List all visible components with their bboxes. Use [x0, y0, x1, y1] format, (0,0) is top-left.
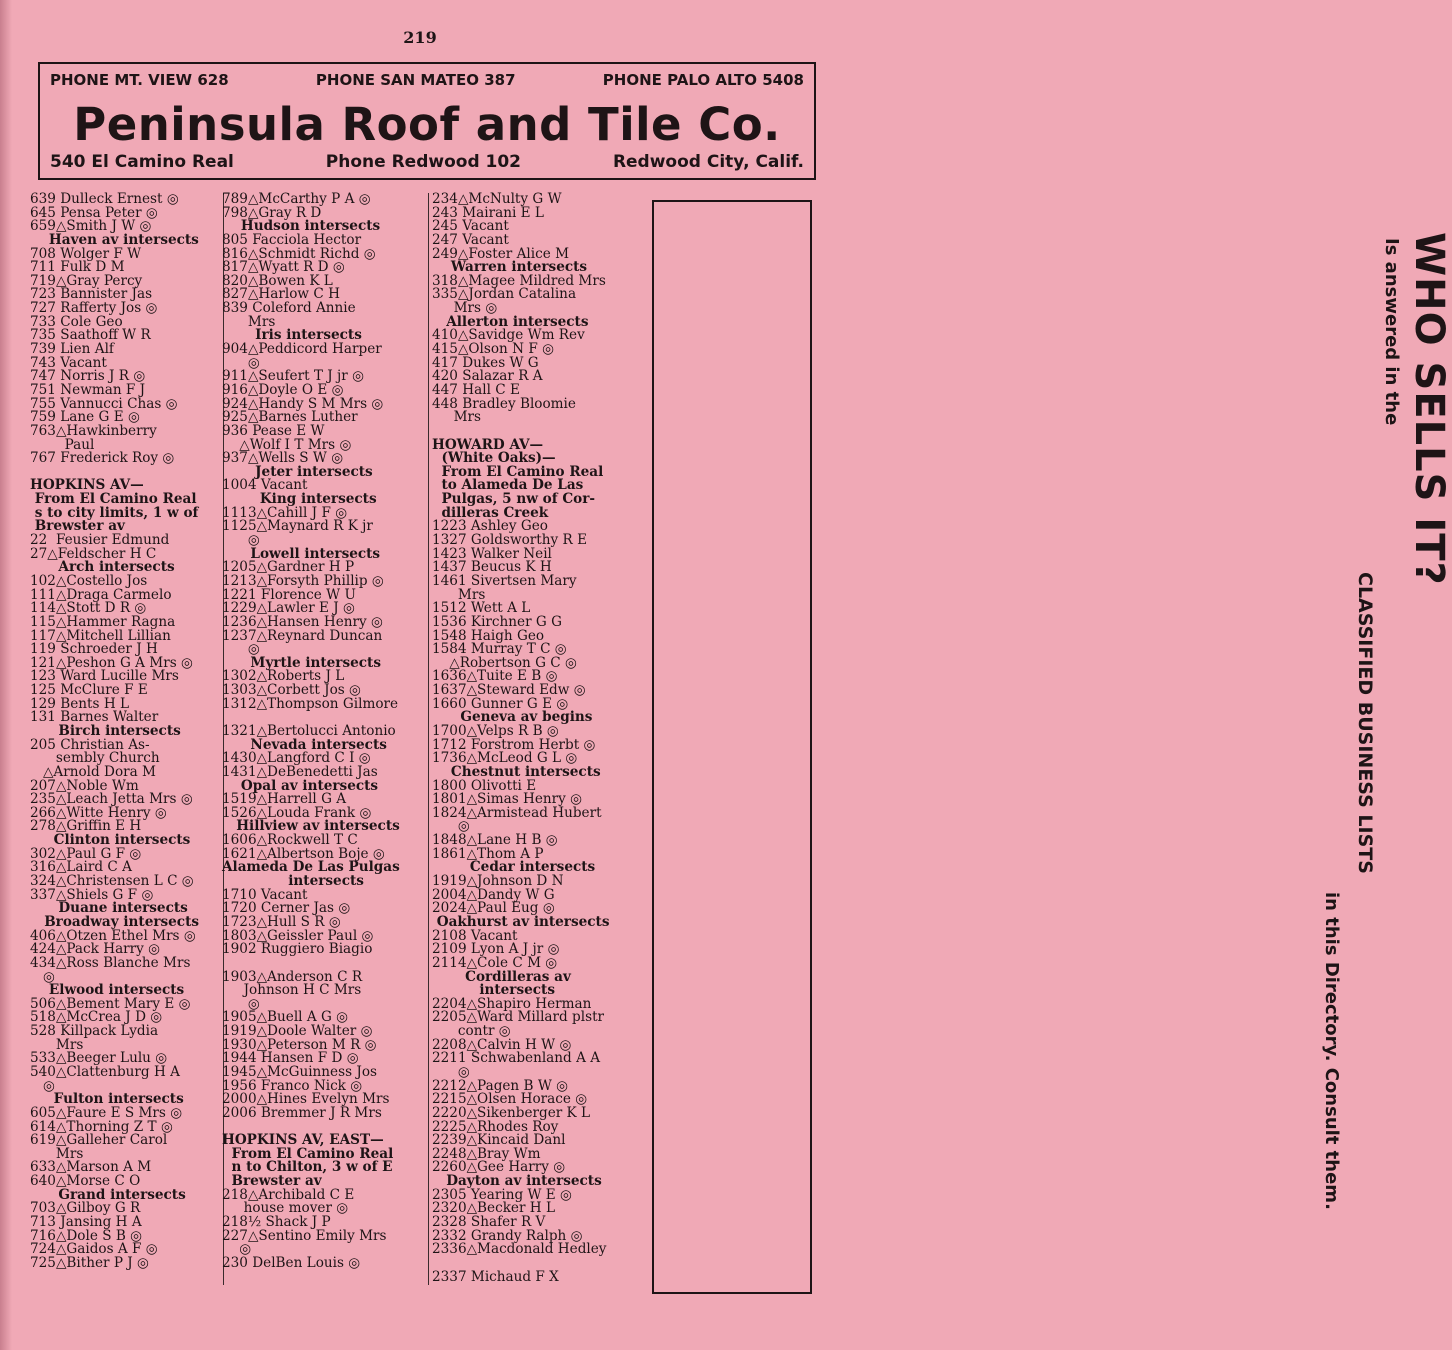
directory-entry: 1327 Goldsworthy R E	[432, 532, 588, 549]
directory-entry: 205 Christian As-	[30, 736, 150, 753]
directory-entry: 723 Bannister Jas	[30, 286, 153, 303]
directory-entry: 639 Dulleck Ernest ◎	[30, 191, 179, 207]
directory-entry: 506△Bement Mary E ◎	[30, 995, 191, 1012]
directory-entry: 2000△Hines Evelyn Mrs	[222, 1091, 390, 1108]
section-heading: (White Oaks)—	[432, 450, 556, 467]
directory-entry: 2336△Macdonald Hedley	[432, 1241, 607, 1258]
section-heading: Fulton intersects	[30, 1091, 184, 1108]
directory-entry: 2248△Bray Wm	[432, 1145, 541, 1162]
section-heading: dilleras Creek	[432, 504, 549, 521]
directory-entry: 540△Clattenburg H A	[30, 1064, 180, 1080]
directory-entry: 1213△Forsyth Phillip ◎	[222, 572, 384, 589]
directory-entry: 2204△Shapiro Herman	[432, 995, 592, 1012]
section-heading: to Alameda De Las	[432, 477, 584, 494]
section-heading: From El Camino Real	[30, 491, 197, 508]
directory-entry: 420 Salazar R A	[432, 368, 543, 385]
directory-entry: 1902 Ruggiero Biagio	[222, 941, 373, 958]
directory-entry: 121△Peshon G A Mrs ◎	[30, 654, 193, 671]
page-number: 219	[403, 28, 437, 47]
directory-entry: 619△Galleher Carol	[30, 1132, 168, 1149]
directory-entry: 316△Laird C A	[30, 859, 132, 876]
directory-entry: 114△Stott D R ◎	[30, 600, 147, 617]
section-heading: Clinton intersects	[30, 832, 191, 849]
directory-entry: 937△Wells S W ◎	[222, 450, 344, 467]
directory-entry: Mrs	[30, 1145, 84, 1162]
directory-entry: 1512 Wett A L	[432, 600, 531, 617]
directory-entry: 1800 Olivotti E	[432, 777, 537, 794]
directory-entry: Paul	[30, 436, 95, 453]
directory-entry: 1321△Bertolucci Antonio	[222, 722, 396, 739]
directory-entry: 904△Peddicord Harper	[222, 341, 382, 358]
directory-entry: 2024△Paul Eug ◎	[432, 900, 555, 917]
directory-entry: 111△Draga Carmelo	[30, 586, 172, 603]
section-heading: Grand intersects	[30, 1186, 186, 1203]
directory-entry: Mrs	[222, 313, 276, 330]
section-heading: Brewster av	[222, 1173, 322, 1190]
directory-entry: 129 Bents H L	[30, 695, 130, 712]
directory-entry: 924△Handy S M Mrs ◎	[222, 395, 384, 412]
directory-entry: 434△Ross Blanche Mrs	[30, 954, 191, 971]
directory-entry: 1848△Lane H B ◎	[432, 832, 558, 849]
directory-entry: Mrs	[432, 409, 481, 426]
directory-entry: 243 Mairani E L	[432, 204, 544, 221]
directory-entry: 925△Barnes Luther	[222, 409, 358, 426]
directory-entry: 1437 Beucus K H	[432, 559, 552, 576]
directory-entry: Mrs	[432, 586, 486, 603]
directory-entry: 2006 Bremmer J R Mrs	[222, 1104, 382, 1121]
directory-entry: 2211 Schwabenland A A	[432, 1050, 601, 1067]
directory-entry: 1526△Louda Frank ◎	[222, 804, 372, 821]
directory-entry: 1861△Thom A P	[432, 845, 544, 862]
section-heading: Haven av intersects	[30, 231, 199, 248]
directory-entry: 123 Ward Lucille Mrs	[30, 668, 179, 685]
directory-entry: 816△Schmidt Richd ◎	[222, 245, 376, 262]
directory-entry: 755 Vannucci Chas ◎	[30, 395, 178, 412]
directory-entry: 703△Gilboy G R	[30, 1200, 141, 1217]
directory-entry: 415△Olson N F ◎	[432, 341, 554, 358]
directory-entry: 1536 Kirchner G G	[432, 613, 562, 630]
directory-entry: 1824△Armistead Hubert	[432, 804, 602, 821]
directory-entry: 716△Dole S B ◎	[30, 1227, 143, 1244]
directory-entry: 533△Beeger Lulu ◎	[30, 1050, 168, 1067]
directory-entry: 1945△McGuinness Jos	[222, 1064, 377, 1080]
directory-entry: 1621△Albertson Boje ◎	[222, 845, 385, 862]
section-heading: Cordilleras av	[432, 968, 571, 985]
directory-entry: 1700△Velps R B ◎	[432, 722, 559, 739]
directory-column-2	[222, 193, 430, 1271]
directory-entry: 235△Leach Jetta Mrs ◎	[30, 791, 193, 808]
directory-entry: 119 Schroeder J H	[30, 641, 158, 658]
directory-entry: 839 Coleford Annie	[222, 300, 356, 317]
directory-entry: 245 Vacant	[432, 218, 509, 235]
directory-entry: 518△McCrea J D ◎	[30, 1009, 163, 1026]
directory-entry: 711 Fulk D M	[30, 259, 125, 276]
directory-entry: 1004 Vacant	[222, 477, 308, 494]
directory-entry: 659△Smith J W ◎	[30, 218, 152, 235]
ad-phone-palo-alto: PHONE PALO ALTO 5408	[602, 71, 804, 89]
directory-entry: 115△Hammer Ragna	[30, 613, 176, 630]
directory-entry: 2004△Dandy W G	[432, 886, 555, 903]
directory-entry: 724△Gaidos A F ◎	[30, 1241, 158, 1258]
directory-entry: △Arnold Dora M	[30, 763, 156, 780]
directory-entry: ◎	[30, 1077, 55, 1094]
directory-entry: 1712 Forstrom Herbt ◎	[432, 736, 596, 753]
directory-entry: 2225△Rhodes Roy	[432, 1118, 559, 1135]
directory-entry: 614△Thorning Z T ◎	[30, 1118, 173, 1135]
directory-entry: ◎	[222, 641, 260, 658]
directory-entry: 743 Vacant	[30, 354, 107, 371]
directory-entry: 1736△McLeod G L ◎	[432, 750, 578, 767]
directory-entry: 2320△Becker H L	[432, 1200, 556, 1217]
directory-entry: 447 Hall C E	[432, 381, 520, 398]
directory-entry: 733 Cole Geo	[30, 313, 123, 330]
directory-entry: 1423 Walker Neil	[432, 545, 552, 562]
directory-entry: 645 Pensa Peter ◎	[30, 204, 158, 221]
directory-entry: 27△Feldscher H C	[30, 545, 157, 562]
directory-entry: 820△Bowen K L	[222, 272, 333, 289]
directory-entry: 719△Gray Percy	[30, 272, 143, 289]
directory-entry: 763△Hawkinberry	[30, 422, 157, 439]
directory-entry: 911△Seufert T J jr ◎	[222, 368, 364, 385]
section-heading: Alameda De Las Pulgas	[222, 859, 400, 876]
directory-entry: 406△Otzen Ethel Mrs ◎	[30, 927, 196, 944]
directory-entry: 2208△Calvin H W ◎	[432, 1036, 572, 1053]
directory-entry: 2337 Michaud F X	[432, 1268, 559, 1285]
directory-entry: 318△Magee Mildred Mrs	[432, 272, 606, 289]
section-heading: Myrtle intersects	[222, 654, 381, 671]
directory-entry: 22 Feusier Edmund	[30, 532, 170, 549]
directory-entry: 2220△Sikenberger K L	[432, 1104, 591, 1121]
directory-entry: 798△Gray R D	[222, 204, 322, 221]
directory-entry: 936 Pease E W	[222, 422, 325, 439]
directory-entry: 1431△DeBenedetti Jas	[222, 763, 378, 780]
directory-entry: 117△Mitchell Lillian	[30, 627, 171, 644]
directory-entry: 739 Lien Alf	[30, 341, 114, 358]
directory-entry: ◎	[432, 818, 470, 835]
directory-entry: 335△Jordan Catalina	[432, 286, 577, 303]
directory-entry: 131 Barnes Walter	[30, 709, 159, 726]
sidebar-advertisement	[652, 200, 1452, 1294]
directory-entry: 1930△Peterson M R ◎	[222, 1036, 377, 1053]
ad-address-row	[50, 152, 804, 172]
directory-entry: Mrs	[30, 1036, 84, 1053]
section-heading: intersects	[432, 982, 555, 999]
directory-entry: 1125△Maynard R K jr	[222, 518, 373, 535]
directory-entry: 278△Griffin E H	[30, 818, 142, 835]
section-heading: Arch intersects	[30, 559, 175, 576]
directory-entry: 916△Doyle O E ◎	[222, 381, 344, 398]
directory-entry: 1710 Vacant	[222, 886, 308, 903]
section-heading: Allerton intersects	[432, 313, 589, 330]
directory-entry: 727 Rafferty Jos ◎	[30, 300, 158, 317]
sidebar-line-4: in this Directory. Consult them.	[1321, 892, 1342, 1210]
directory-entry: 805 Facciola Hector	[222, 231, 362, 248]
directory-entry: 2328 Shafer R V	[432, 1214, 546, 1231]
section-heading: n to Chilton, 3 w of E	[222, 1159, 393, 1176]
directory-entry: 230 DelBen Louis ◎	[222, 1254, 361, 1271]
section-heading: Elwood intersects	[30, 982, 185, 999]
directory-entry: 302△Paul G F ◎	[30, 845, 142, 862]
directory-entry: 747 Norris J R ◎	[30, 368, 146, 385]
directory-entry: 759 Lane G E ◎	[30, 409, 140, 426]
section-heading: Jeter intersects	[222, 463, 373, 480]
directory-entry: 2212△Pagen B W ◎	[432, 1077, 568, 1094]
directory-entry: 1461 Sivertsen Mary	[432, 572, 577, 589]
directory-entry: 1548 Haigh Geo	[432, 627, 545, 644]
directory-entry: 1236△Hansen Henry ◎	[222, 613, 383, 630]
directory-column-3	[432, 193, 638, 1284]
ad-phone-row	[50, 71, 804, 89]
directory-entry: Mrs ◎	[432, 300, 498, 317]
directory-entry: 1944 Hansen F D ◎	[222, 1050, 359, 1067]
sidebar-line-3: CLASSIFIED BUSINESS LISTS	[1354, 572, 1376, 874]
directory-entry: 1801△Simas Henry ◎	[432, 791, 583, 808]
directory-entry: contr ◎	[432, 1023, 511, 1040]
section-heading: Opal av intersects	[222, 777, 379, 794]
section-heading: Dayton av intersects	[432, 1173, 602, 1190]
directory-entry: 448 Bradley Bloomie	[432, 395, 576, 412]
directory-entry: ◎	[222, 354, 260, 371]
directory-entry: 725△Bither P J ◎	[30, 1254, 149, 1271]
section-heading: Iris intersects	[222, 327, 362, 344]
directory-entry: 767 Frederick Roy ◎	[30, 450, 175, 467]
section-heading: Brewster av	[30, 518, 125, 535]
directory-entry: 207△Noble Wm	[30, 777, 139, 794]
directory-entry: 234△McNulty G W	[432, 191, 562, 207]
directory-entry: 1237△Reynard Duncan	[222, 627, 383, 644]
directory-entry: 1905△Buell A G ◎	[222, 1009, 349, 1026]
directory-entry: 424△Pack Harry ◎	[30, 941, 161, 958]
directory-entry: 218½ Shack J P	[222, 1214, 331, 1231]
directory-entry: 1803△Geissler Paul ◎	[222, 927, 374, 944]
directory-entry: 2239△Kincaid Danl	[432, 1132, 566, 1149]
directory-entry: 1637△Steward Edw ◎	[432, 682, 586, 699]
directory-entry: 249△Foster Alice M	[432, 245, 569, 262]
sidebar-headline: WHO SELLS IT?	[1406, 232, 1452, 586]
section-heading: HOPKINS AV—	[30, 477, 144, 494]
directory-entry: 247 Vacant	[432, 231, 509, 248]
section-heading: From El Camino Real	[432, 463, 604, 480]
page-edge-shade	[0, 0, 12, 1350]
directory-entry: 713 Jansing H A	[30, 1214, 142, 1231]
section-heading: Hillview av intersects	[222, 818, 400, 835]
directory-entry: 827△Harlow C H	[222, 286, 340, 303]
directory-entry: 410△Savidge Wm Rev	[432, 327, 585, 344]
directory-entry: 1903△Anderson C R	[222, 968, 363, 985]
directory-entry: 1956 Franco Nick ◎	[222, 1077, 363, 1094]
directory-entry: 125 McClure F E	[30, 682, 148, 699]
directory-entry: 1303△Corbett Jos ◎	[222, 682, 361, 699]
directory-entry: 1606△Rockwell T C	[222, 832, 358, 849]
ad-phone-redwood: Phone Redwood 102	[325, 152, 522, 172]
directory-entry: 1919△Doole Walter ◎	[222, 1023, 373, 1040]
directory-entry: 227△Sentino Emily Mrs	[222, 1227, 387, 1244]
directory-entry: ◎	[432, 1064, 470, 1080]
directory-entry: 1430△Langford C I ◎	[222, 750, 371, 767]
ad-city: Redwood City, Calif.	[612, 152, 804, 172]
directory-entry: △Wolf I T Mrs ◎	[222, 436, 352, 453]
section-heading: King intersects	[222, 491, 377, 508]
section-heading: Hudson intersects	[222, 218, 381, 235]
section-heading: Lowell intersects	[222, 545, 381, 562]
directory-entry: 102△Costello Jos	[30, 572, 148, 589]
section-heading: Broadway intersects	[30, 913, 200, 930]
directory-entry: 1636△Tuite E B ◎	[432, 668, 558, 685]
directory-entry: ◎	[222, 995, 260, 1012]
section-heading: HOWARD AV—	[432, 436, 544, 453]
directory-entry: 1519△Harrell G A	[222, 791, 347, 808]
directory-entry: 1205△Gardner H P	[222, 559, 355, 576]
ad-phone-mt-view: PHONE MT. VIEW 628	[50, 71, 229, 89]
column-divider	[428, 193, 429, 1285]
directory-entry: 324△Christensen L C ◎	[30, 873, 194, 890]
directory-entry: 1302△Roberts J L	[222, 668, 345, 685]
directory-entry: 337△Shiels G F ◎	[30, 886, 154, 903]
section-heading: s to city limits, 1 w of	[30, 504, 199, 521]
directory-entry: 2215△Olsen Horace ◎	[432, 1091, 588, 1108]
directory-entry: ◎	[222, 1241, 252, 1258]
directory-entry: 633△Marson A M	[30, 1159, 152, 1176]
directory-entry: 1113△Cahill J F ◎	[222, 504, 348, 521]
ad-company-name: Peninsula Roof and Tile Co.	[73, 98, 781, 151]
directory-entry: 2109 Lyon A J jr ◎	[432, 941, 560, 958]
section-heading: Nevada intersects	[222, 736, 387, 753]
directory-entry: 2332 Grandy Ralph ◎	[432, 1227, 583, 1244]
directory-entry: sembly Church	[30, 750, 160, 767]
section-heading: Pulgas, 5 nw of Cor-	[432, 491, 596, 508]
directory-entry: 528 Killpack Lydia	[30, 1023, 159, 1040]
directory-entry: 1723△Hull S R ◎	[222, 913, 341, 930]
directory-entry: 2108 Vacant	[432, 927, 518, 944]
directory-entry: 817△Wyatt R D ◎	[222, 259, 345, 276]
directory-entry: 708 Wolger F W	[30, 245, 142, 262]
directory-entry: ◎	[222, 532, 260, 549]
directory-entry: 640△Morse C O	[30, 1173, 141, 1190]
directory-entry: 2260△Gee Harry ◎	[432, 1159, 566, 1176]
section-heading: Warren intersects	[432, 259, 588, 276]
section-heading: HOPKINS AV, EAST—	[222, 1132, 384, 1149]
directory-entry: 1229△Lawler E J ◎	[222, 600, 355, 617]
directory-entry: house mover ◎	[222, 1200, 349, 1217]
directory-entry: 2305 Yearing W E ◎	[432, 1186, 572, 1203]
directory-entry: 1223 Ashley Geo	[432, 518, 548, 535]
directory-entry: Johnson H C Mrs	[222, 982, 362, 999]
directory-entry: 1660 Gunner G E ◎	[432, 695, 569, 712]
directory-entry: 218△Archibald C E	[222, 1186, 355, 1203]
advertisement-box	[38, 62, 816, 180]
directory-entry: 1584 Murray T C ◎	[432, 641, 567, 658]
directory-column-1	[30, 193, 220, 1271]
section-heading: Cedar intersects	[432, 859, 596, 876]
directory-entry: 266△Witte Henry ◎	[30, 804, 167, 821]
directory-entry: 1221 Florence W U	[222, 586, 356, 603]
directory-entry: 2114△Cole C M ◎	[432, 954, 558, 971]
section-heading: Chestnut intersects	[432, 763, 601, 780]
section-heading: Birch intersects	[30, 722, 181, 739]
directory-entry: 789△McCarthy P A ◎	[222, 191, 371, 207]
directory-entry: 2205△Ward Millard plstr	[432, 1009, 605, 1026]
section-heading: From El Camino Real	[222, 1145, 394, 1162]
directory-entry: 417 Dukes W G	[432, 354, 539, 371]
sidebar-line-2: Is answered in the	[1381, 238, 1402, 426]
section-heading: Geneva av begins	[432, 709, 593, 726]
directory-entry: 1312△Thompson Gilmore	[222, 695, 399, 712]
section-heading: Oakhurst av intersects	[432, 913, 610, 930]
directory-entry: 751 Newman F J	[30, 381, 146, 398]
ad-phone-san-mateo: PHONE SAN MATEO 387	[315, 71, 516, 89]
directory-entry: 605△Faure E S Mrs ◎	[30, 1104, 183, 1121]
directory-entry: 1720 Cerner Jas ◎	[222, 900, 351, 917]
directory-entry: 1919△Johnson D N	[432, 873, 564, 890]
ad-address: 540 El Camino Real	[50, 152, 234, 172]
directory-entry: △Robertson G C ◎	[432, 654, 577, 671]
section-heading: intersects	[222, 873, 364, 890]
directory-entry: ◎	[30, 968, 55, 985]
directory-entry: 735 Saathoff W R	[30, 327, 151, 344]
section-heading: Duane intersects	[30, 900, 188, 917]
